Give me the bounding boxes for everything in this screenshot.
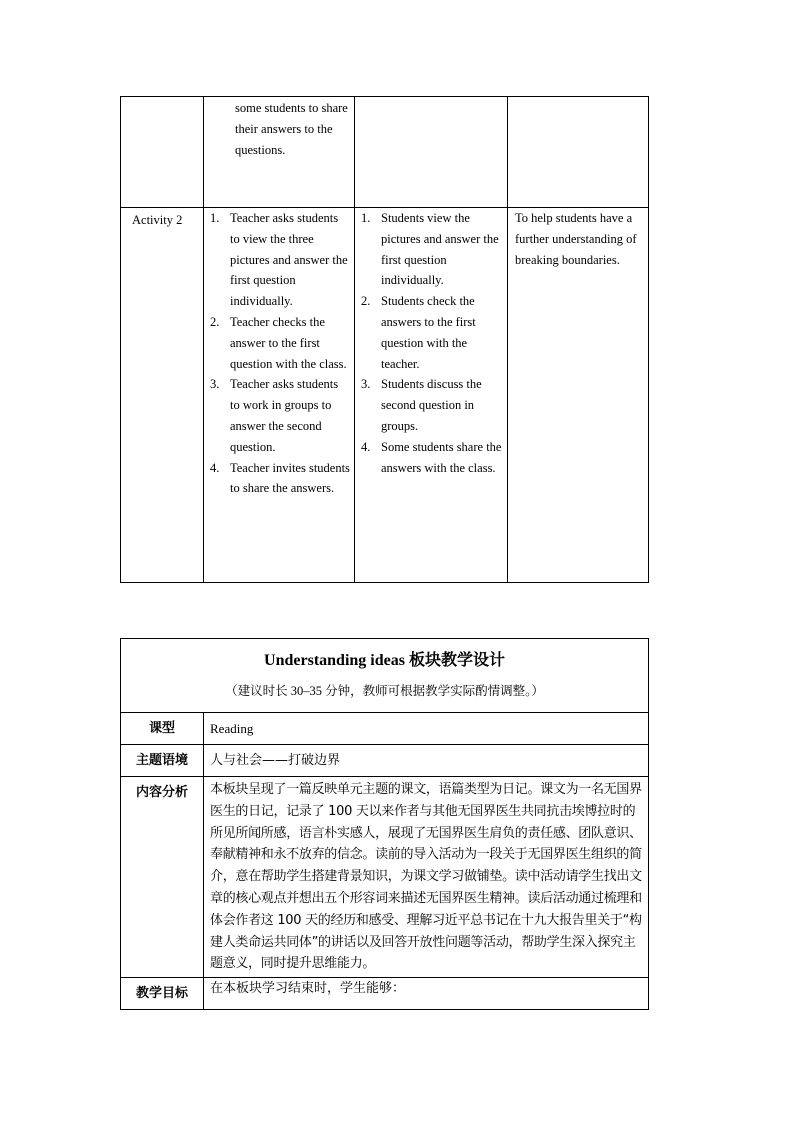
row-value: 本板块呈现了一篇反映单元主题的课文，语篇类型为日记。课文为一名无国界医生的日记，记录了 100 天以来作者与其他无国界医生共同抗击埃博拉时的所见所闻所感，语言朴实感人，展现了无国界医生肩负的责任感、团队意识、奉献精神和永不放弃的信念。读前的导入活动为一段关于无国界医生组织的简介，意在帮助学生搭建背景知识，为课文学习做铺垫。读中活动请学生找出文章的核心观点并想出五个形容词来描述无国界医生精神。读后活动通过梳理和体会作者这 100 天的经历和感受、理解习近平总书记在十九大报告里关于“构建人类命运共同体”的讲话以及回答开放性问题等活动，帮助学生深入探究主题意义，同时提升思维能力。 xyxy=(204,777,649,978)
list-text: Teacher asks students to view the three pictures and answer the first question individually. xyxy=(230,211,348,309)
list-number: 4. xyxy=(361,439,371,454)
table-row xyxy=(121,713,649,745)
row-label: 教学目标 xyxy=(121,978,204,1010)
list-text: Teacher asks students to work in groups to answer the second question. xyxy=(230,377,339,454)
row-value: 在本板块学习结束时，学生能够： xyxy=(204,978,649,1010)
activity-table xyxy=(120,96,649,583)
list-item xyxy=(204,208,354,312)
purpose-cell xyxy=(508,208,649,583)
title-cell xyxy=(121,639,649,713)
student-steps-list xyxy=(355,208,507,478)
table-row xyxy=(121,97,649,208)
list-item xyxy=(355,291,507,374)
list-number: 4. xyxy=(210,460,220,475)
activity-label-cell xyxy=(121,208,204,583)
list-text: Students discuss the second question in groups. xyxy=(381,377,482,433)
list-number: 2. xyxy=(361,294,371,309)
list-item xyxy=(355,208,507,291)
row-label: 主题语境 xyxy=(121,745,204,777)
list-text: Some students share the answers with the class. xyxy=(381,439,502,475)
table-row xyxy=(121,208,649,583)
table-row xyxy=(121,777,649,978)
table-row xyxy=(121,639,649,713)
list-number: 2. xyxy=(210,314,220,329)
teacher-activity-cell xyxy=(204,208,355,583)
teacher-activity-text: some students to share their answers to the questions. xyxy=(235,101,348,157)
activity-label: Activity 2 xyxy=(132,213,183,227)
list-item xyxy=(355,437,507,479)
table-row xyxy=(121,978,649,1010)
list-item xyxy=(204,374,354,457)
list-text: Students check the answers to the first question with the teacher. xyxy=(381,294,476,371)
teacher-activity-cell xyxy=(204,97,355,208)
activity-label-cell xyxy=(121,97,204,208)
lesson-design-table xyxy=(120,638,649,1010)
list-text: Students view the pictures and answer the first question individually. xyxy=(381,211,499,288)
list-number: 3. xyxy=(210,377,220,392)
list-item xyxy=(204,312,354,374)
page-title: Understanding ideas 板块教学设计 xyxy=(264,652,505,669)
list-text: Teacher checks the answer to the first question with the class. xyxy=(230,314,347,371)
table-row xyxy=(121,745,649,777)
list-number: 3. xyxy=(361,377,371,392)
row-value: 人与社会——打破边界 xyxy=(204,745,649,777)
row-value: Reading xyxy=(204,713,649,745)
page-subtitle: （建议时长 30–35 分钟，教师可根据教学实际酌情调整。） xyxy=(225,684,544,698)
purpose-cell xyxy=(508,97,649,208)
list-number: 1. xyxy=(361,211,371,225)
list-text: Teacher invites students to share the answers. xyxy=(230,460,350,496)
row-label: 内容分析 xyxy=(121,777,204,978)
purpose-text: To help students have a further understanding of breaking boundaries. xyxy=(515,211,637,267)
student-activity-cell xyxy=(355,208,508,583)
list-item xyxy=(204,458,354,500)
student-activity-cell xyxy=(355,97,508,208)
list-number: 1. xyxy=(210,211,220,225)
list-item xyxy=(355,374,507,436)
row-label: 课型 xyxy=(121,713,204,745)
teacher-steps-list xyxy=(204,208,354,499)
